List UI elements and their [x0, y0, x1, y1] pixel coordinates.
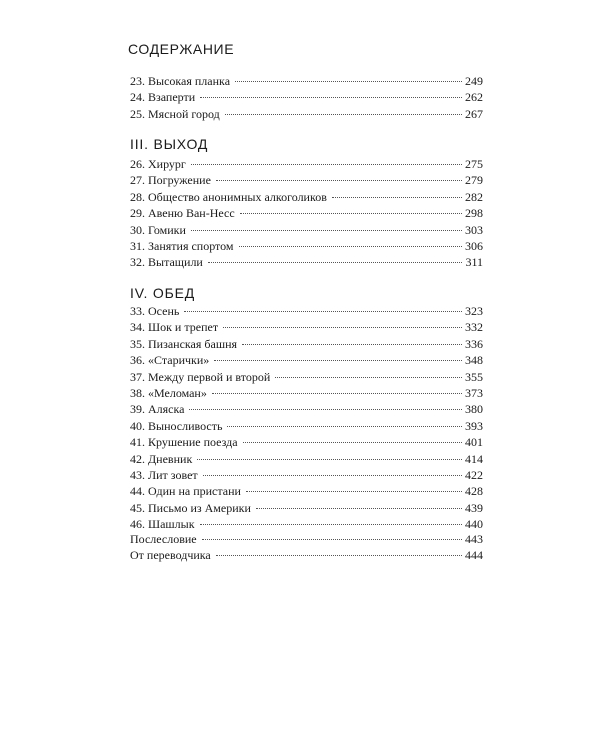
dot-leader [246, 491, 462, 492]
toc-entry[interactable] [130, 369, 483, 385]
toc-entry-title: 32. Вытащили [130, 255, 203, 270]
dot-leader [332, 197, 462, 198]
toc-entry[interactable] [130, 531, 483, 547]
toc-entry-page: 311 [465, 255, 483, 270]
toc-entry-title: 26. Хирург [130, 157, 186, 171]
toc-entry-title: 33. Осень [130, 304, 180, 318]
dot-leader [208, 262, 463, 263]
toc-entry-title: 28. Общество анонимных алкоголиков [130, 189, 327, 204]
dot-leader [212, 393, 462, 394]
toc-entry[interactable] [130, 205, 483, 221]
toc-entry[interactable] [130, 500, 483, 516]
toc-entry[interactable] [130, 303, 483, 319]
toc-entry[interactable] [130, 385, 483, 401]
toc-entry[interactable] [130, 483, 483, 499]
toc-entry[interactable] [130, 89, 483, 105]
toc-entry-page: 323 [465, 304, 483, 318]
toc-entry-page: 282 [465, 189, 483, 204]
toc-entry[interactable] [130, 467, 483, 483]
dot-leader [184, 311, 462, 312]
toc-entry-title: 30. Гомики [130, 222, 186, 237]
dot-leader [242, 344, 462, 345]
toc-group-part3 [130, 156, 483, 271]
toc-entry-page: 380 [465, 402, 483, 417]
page-header: СОДЕРЖАНИЕ [128, 41, 235, 57]
toc-entry[interactable] [130, 156, 483, 172]
toc-entry[interactable] [130, 73, 483, 89]
part-title-3: III. ВЫХОД [130, 136, 209, 152]
toc-entry-title: От переводчика [130, 548, 211, 563]
toc-entry[interactable] [130, 189, 483, 205]
toc-group-back-matter [130, 531, 483, 564]
toc-entry-page: 348 [465, 353, 483, 368]
toc-entry-title: 24. Взаперти [130, 90, 196, 105]
toc-entry-page: 262 [465, 90, 483, 105]
toc-entry-title: 23. Высокая планка [130, 74, 231, 88]
toc-entry-title: 27. Погружение [130, 173, 211, 188]
toc-entry-page: 332 [465, 320, 483, 335]
toc-entry-title: 42. Дневник [130, 451, 193, 466]
toc-entry[interactable] [130, 547, 483, 563]
toc-entry-page: 393 [465, 418, 483, 433]
dot-leader [189, 409, 462, 410]
toc-entry[interactable] [130, 222, 483, 238]
toc-entry-page: 249 [465, 74, 483, 88]
toc-entry[interactable] [130, 336, 483, 352]
dot-leader [275, 377, 462, 378]
dot-leader [200, 524, 462, 525]
toc-entry[interactable] [130, 319, 483, 335]
toc-group-part4 [130, 303, 483, 532]
dot-leader [216, 180, 462, 181]
toc-entry-page: 336 [465, 336, 483, 351]
toc-group-a [130, 73, 483, 122]
toc-entry-page: 428 [465, 484, 483, 499]
toc-entry[interactable] [130, 418, 483, 434]
dot-leader [240, 213, 462, 214]
dot-leader [225, 114, 462, 115]
dot-leader [256, 508, 462, 509]
dot-leader [191, 164, 462, 165]
toc-entry[interactable] [130, 516, 483, 532]
toc-entry-page: 440 [465, 517, 483, 532]
dot-leader [202, 539, 462, 540]
toc-entry[interactable] [130, 401, 483, 417]
toc-entry-page: 298 [465, 206, 483, 221]
toc-entry-title: 34. Шок и трепет [130, 320, 219, 335]
toc-entry-page: 444 [465, 548, 483, 563]
dot-leader [203, 475, 462, 476]
toc-entry-title: Послесловие [130, 532, 197, 546]
dot-leader [235, 81, 462, 82]
dot-leader [197, 459, 462, 460]
dot-leader [191, 230, 462, 231]
part-title-4: IV. ОБЕД [130, 285, 196, 301]
toc-entry[interactable] [130, 451, 483, 467]
toc-entry-page: 443 [465, 532, 483, 546]
toc-entry-page: 303 [465, 222, 483, 237]
toc-entry-page: 422 [465, 467, 483, 482]
dot-leader [216, 555, 462, 556]
toc-entry-title: 38. «Меломан» [130, 385, 207, 400]
toc-entry-title: 44. Один на пристани [130, 484, 241, 499]
toc-entry-page: 439 [465, 500, 483, 515]
toc-entry-title: 40. Выносливость [130, 418, 223, 433]
dot-leader [214, 360, 462, 361]
dot-leader [227, 426, 462, 427]
toc-entry-title: 36. «Старички» [130, 353, 210, 368]
toc-entry-page: 267 [465, 106, 483, 121]
toc-entry-title: 37. Между первой и второй [130, 369, 271, 384]
toc-entry-title: 43. Лит зовет [130, 467, 198, 482]
dot-leader [239, 246, 462, 247]
toc-entry-page: 401 [465, 435, 483, 450]
toc-entry-page: 279 [465, 173, 483, 188]
toc-entry-page: 275 [465, 157, 483, 171]
toc-entry-title: 46. Шашлык [130, 517, 195, 532]
dot-leader [223, 327, 462, 328]
toc-entry-title: 35. Пизанская башня [130, 336, 238, 351]
dot-leader [200, 97, 462, 98]
toc-entry[interactable] [130, 106, 483, 122]
toc-entry-page: 373 [465, 385, 483, 400]
toc-entry-page: 355 [465, 369, 483, 384]
toc-entry[interactable] [130, 238, 483, 254]
toc-entry[interactable] [130, 434, 483, 450]
toc-entry-title: 39. Аляска [130, 402, 185, 417]
toc-entry-title: 25. Мясной город [130, 106, 220, 121]
toc-entry-title: 41. Крушение поезда [130, 435, 238, 450]
toc-entry[interactable] [130, 254, 483, 270]
toc-entry[interactable] [130, 172, 483, 188]
toc-entry-page: 414 [465, 451, 483, 466]
toc-entry-title: 31. Занятия спортом [130, 238, 234, 253]
toc-entry[interactable] [130, 352, 483, 368]
toc-entry-title: 45. Письмо из Америки [130, 500, 251, 515]
toc-entry-page: 306 [465, 238, 483, 253]
toc-entry-title: 29. Авеню Ван-Несс [130, 206, 235, 221]
dot-leader [243, 442, 462, 443]
